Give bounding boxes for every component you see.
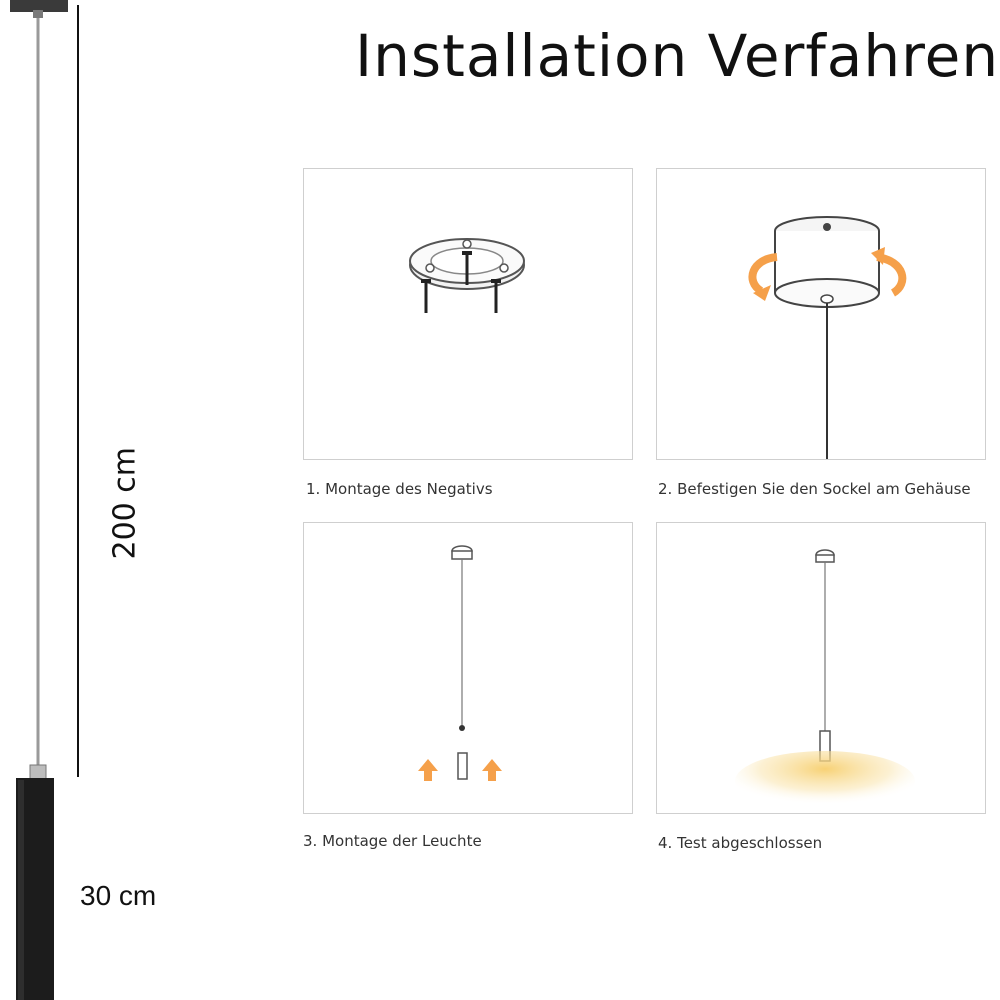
step-1-panel xyxy=(303,168,633,460)
lamp-glow-icon xyxy=(657,523,985,813)
step-2-panel xyxy=(656,168,986,460)
lamp-length-label: 30 cm xyxy=(80,880,157,911)
ceiling-plate-screws-icon xyxy=(304,169,632,459)
page-title: Installation Verfahren xyxy=(355,22,1000,90)
pendant-lamp-icon xyxy=(0,0,80,1000)
step-1-caption: 1. Montage des Negativs xyxy=(306,480,493,498)
canopy-rotate-icon xyxy=(657,169,985,459)
cable-length-label: 200 cm xyxy=(107,446,143,560)
step-4-panel xyxy=(656,522,986,814)
step-2-caption: 2. Befestigen Sie den Sockel am Gehäuse xyxy=(658,480,971,498)
pendant-lamp-illustration xyxy=(0,0,80,1000)
step-3-panel xyxy=(303,522,633,814)
step-3-caption: 3. Montage der Leuchte xyxy=(303,832,482,850)
cable-dimension-line xyxy=(77,5,79,777)
step-4-caption: 4. Test abgeschlossen xyxy=(658,834,823,852)
lamp-insert-icon xyxy=(304,523,632,813)
